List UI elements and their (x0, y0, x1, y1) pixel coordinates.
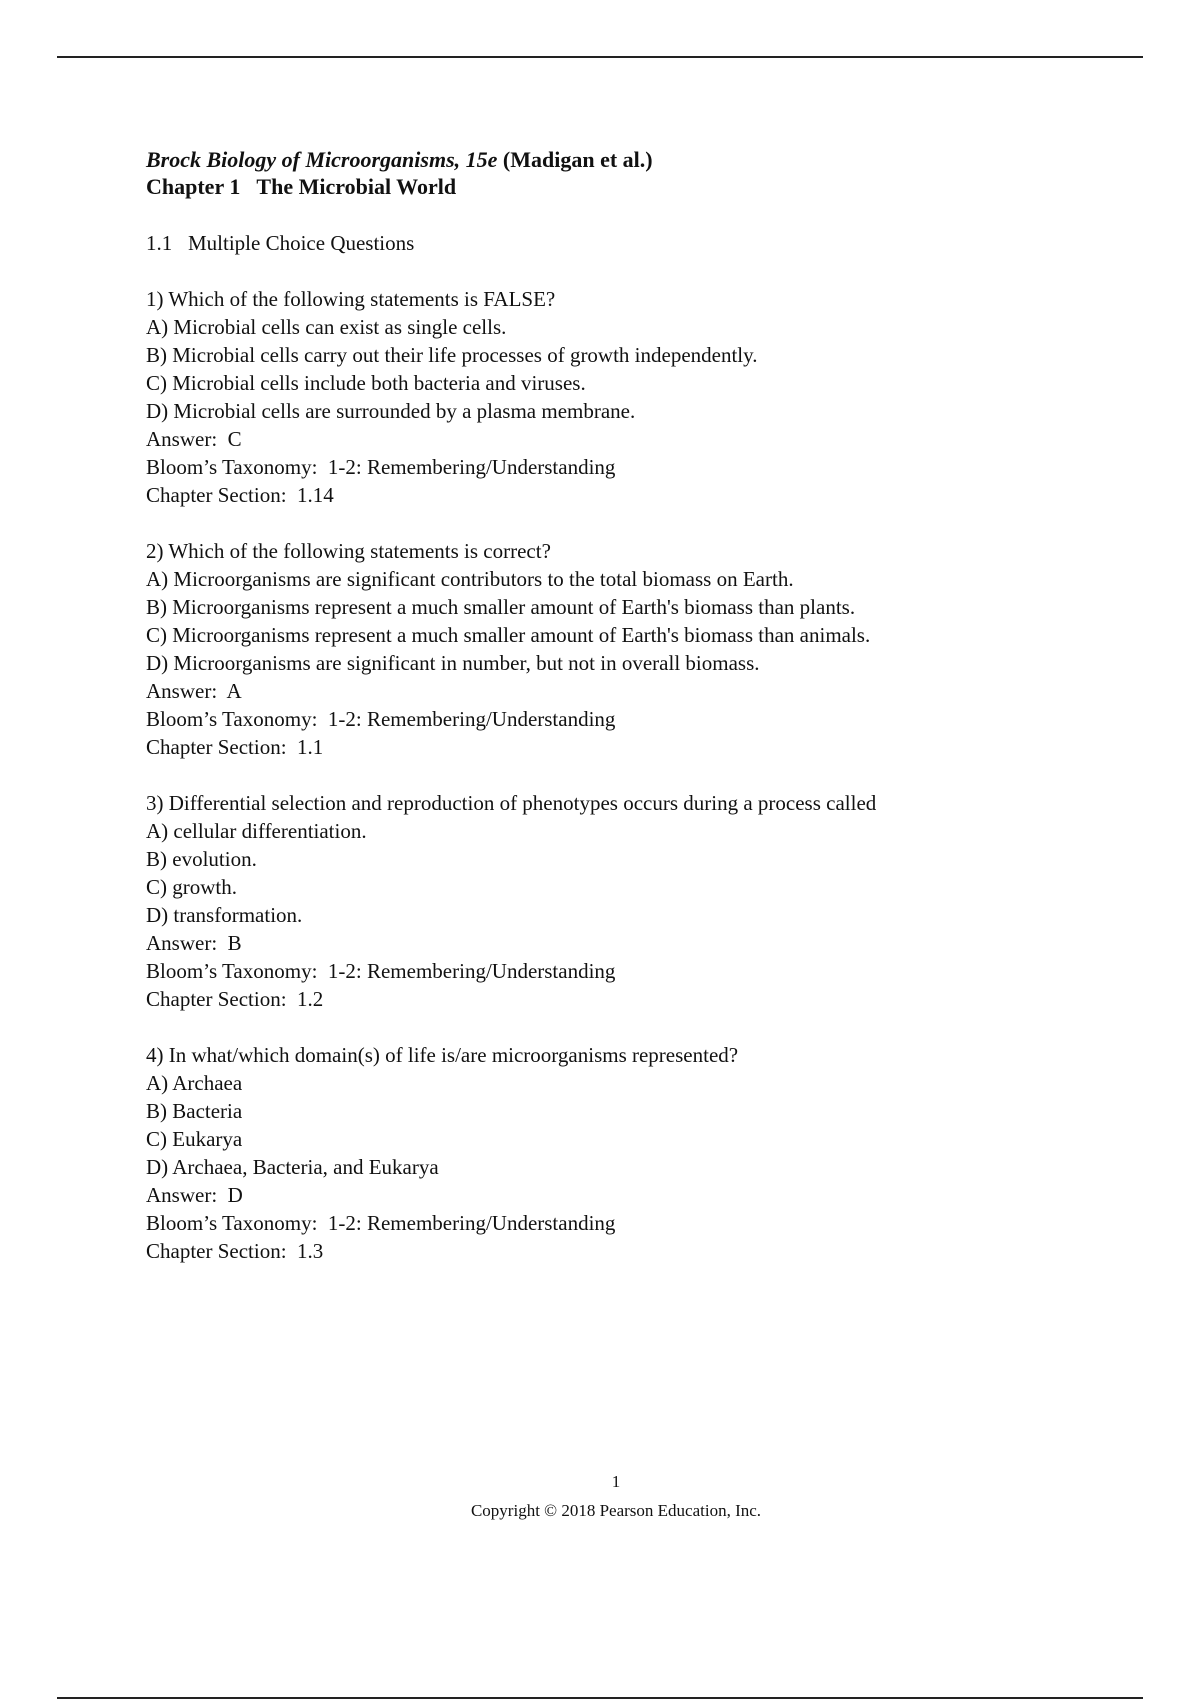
option-b: B) Bacteria (146, 1099, 243, 1123)
top-rule (57, 56, 1143, 58)
option-d: D) Microbial cells are surrounded by a plasma membrane. (146, 399, 636, 423)
blooms-taxonomy: Bloom’s Taxonomy: 1-2: Remembering/Understanding (146, 455, 616, 479)
section-heading: 1.1 Multiple Choice Questions (146, 231, 415, 255)
option-d: D) Microorganisms are significant in number, but not in overall biomass. (146, 651, 760, 675)
book-title-line (146, 146, 1106, 173)
chapter-section: Chapter Section: 1.3 (146, 1239, 324, 1263)
answer: Answer: C (146, 427, 242, 451)
book-authors: (Madigan et al.) (502, 147, 653, 172)
page-number: 1 (611, 1472, 621, 1491)
question-stem: 1) Which of the following statements is FALSE? (146, 287, 556, 311)
chapter-section: Chapter Section: 1.2 (146, 987, 324, 1011)
option-a: A) Archaea (146, 1071, 243, 1095)
option-b: B) Microbial cells carry out their life processes of growth independently. (146, 343, 758, 367)
chapter-section: Chapter Section: 1.1 (146, 735, 324, 759)
blooms-taxonomy: Bloom’s Taxonomy: 1-2: Remembering/Understanding (146, 1211, 616, 1235)
option-b: B) Microorganisms represent a much smaller amount of Earth's biomass than plants. (146, 595, 856, 619)
option-a: A) Microbial cells can exist as single cells. (146, 315, 507, 339)
option-c: C) Microbial cells include both bacteria and viruses. (146, 371, 586, 395)
option-d: D) Archaea, Bacteria, and Eukarya (146, 1155, 439, 1179)
question-4 (146, 1041, 1106, 1265)
chapter-title: Chapter 1 The Microbial World (146, 174, 457, 199)
option-c: C) growth. (146, 875, 237, 899)
question-1 (146, 285, 1106, 509)
question-stem: 2) Which of the following statements is correct? (146, 539, 551, 563)
question-stem: 3) Differential selection and reproduction of phenotypes occurs during a process called (146, 791, 877, 815)
option-b: B) evolution. (146, 847, 257, 871)
question-2 (146, 537, 1106, 761)
chapter-section: Chapter Section: 1.14 (146, 483, 334, 507)
document-body (146, 146, 1106, 1265)
option-a: A) Microorganisms are significant contributors to the total biomass on Earth. (146, 567, 794, 591)
blooms-taxonomy: Bloom’s Taxonomy: 1-2: Remembering/Understanding (146, 707, 616, 731)
blooms-taxonomy: Bloom’s Taxonomy: 1-2: Remembering/Understanding (146, 959, 616, 983)
question-3 (146, 789, 1106, 1013)
bottom-rule (57, 1697, 1143, 1699)
option-c: C) Microorganisms represent a much smaller amount of Earth's biomass than animals. (146, 623, 871, 647)
answer: Answer: A (146, 679, 242, 703)
answer: Answer: D (146, 1183, 243, 1207)
option-a: A) cellular differentiation. (146, 819, 367, 843)
question-stem: 4) In what/which domain(s) of life is/are microorganisms represented? (146, 1043, 739, 1067)
answer: Answer: B (146, 931, 242, 955)
option-c: C) Eukarya (146, 1127, 243, 1151)
option-d: D) transformation. (146, 903, 303, 927)
book-title: Brock Biology of Microorganisms, 15e (146, 147, 498, 172)
copyright-notice: Copyright © 2018 Pearson Education, Inc. (470, 1501, 762, 1520)
